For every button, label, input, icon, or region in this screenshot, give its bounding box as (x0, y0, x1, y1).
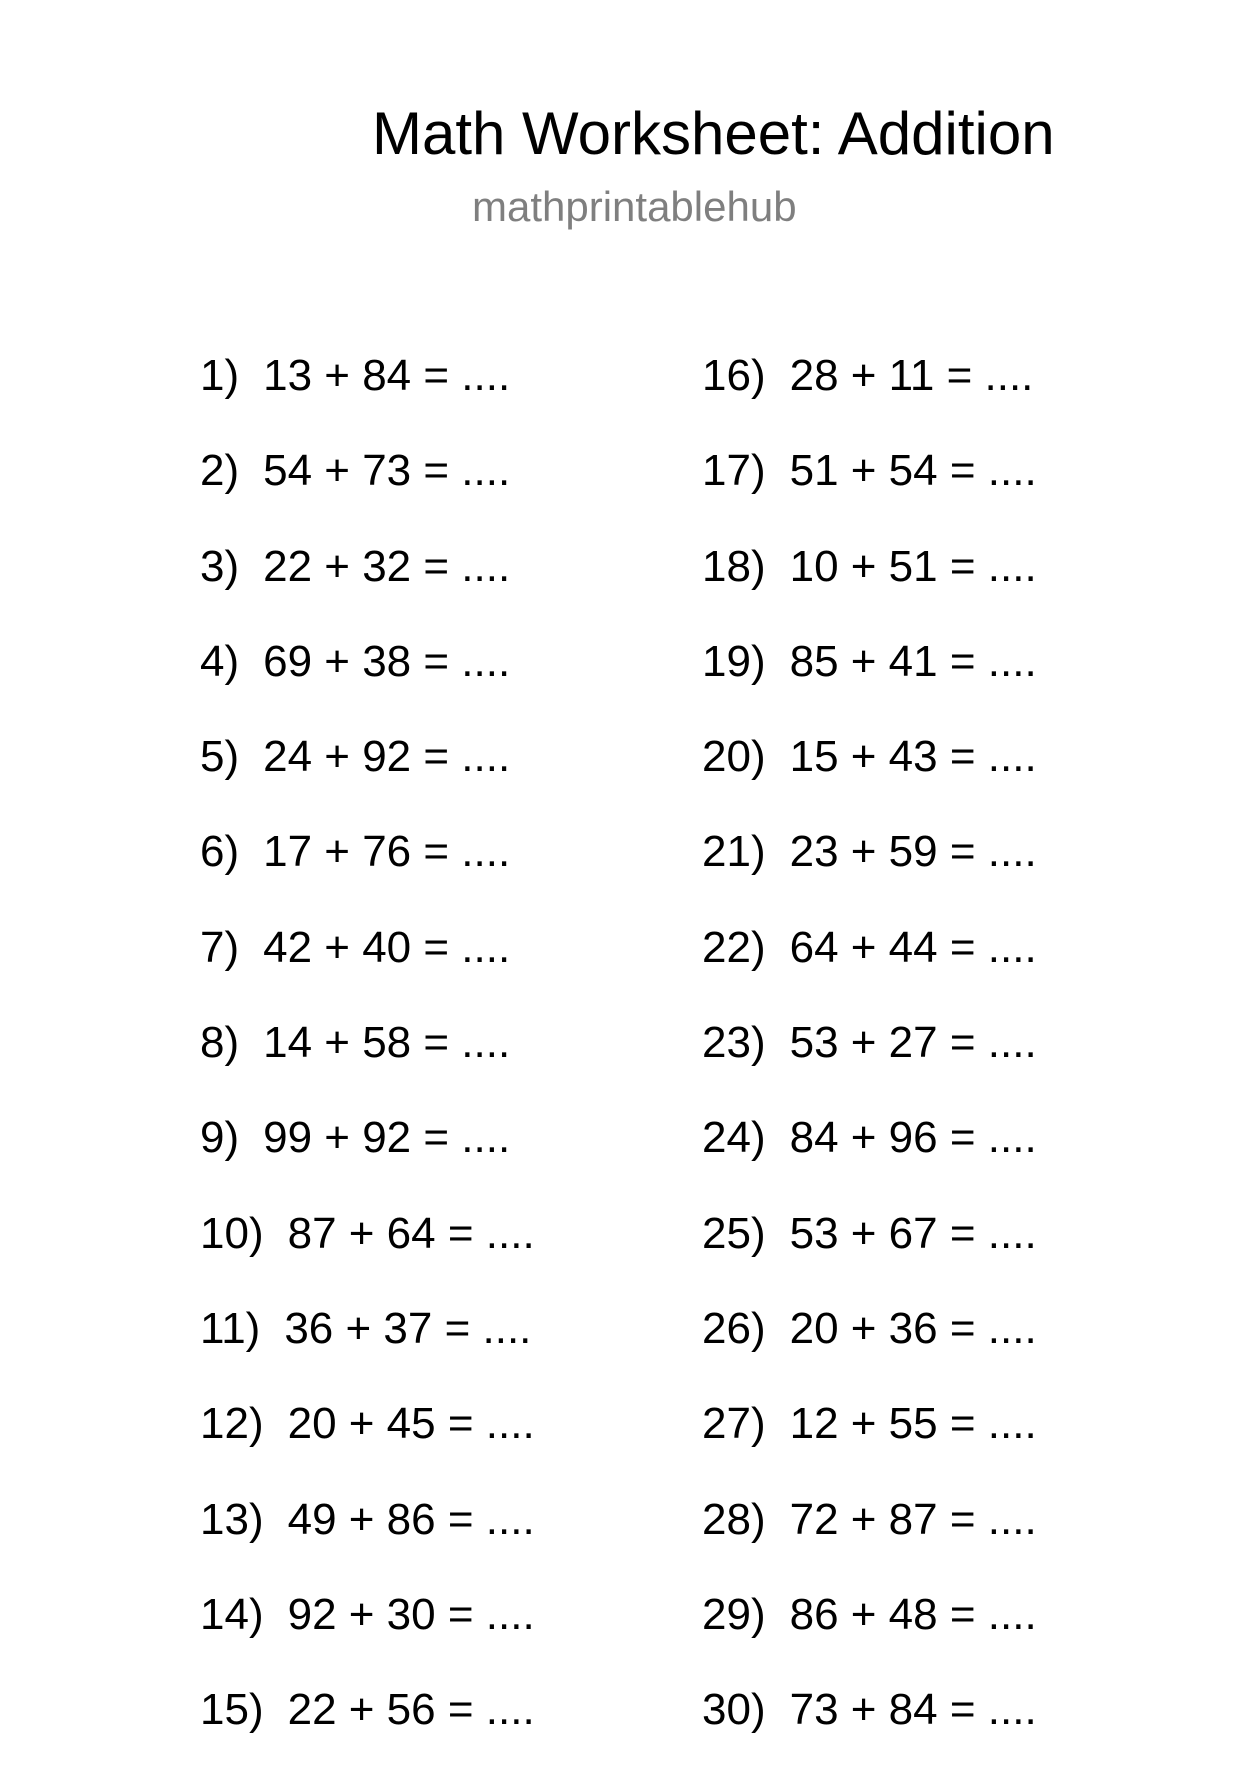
problem-expression: 10 + 51 = .... (789, 541, 1037, 591)
problem-expression: 20 + 36 = .... (789, 1303, 1037, 1353)
problem-expression: 14 + 58 = .... (263, 1018, 511, 1068)
problem-number: 22) (702, 922, 766, 972)
problem-expression: 22 + 56 = .... (287, 1685, 535, 1735)
problem-number: 12) (200, 1399, 264, 1449)
problem-number: 6) (200, 827, 240, 877)
problems-column-right (702, 344, 1222, 1773)
problem-number: 29) (702, 1589, 766, 1639)
problem-expression: 53 + 67 = .... (789, 1208, 1037, 1258)
problem-item (200, 1583, 720, 1678)
problem-number: 14) (200, 1589, 264, 1639)
problem-item (702, 344, 1222, 439)
problem-number: 27) (702, 1399, 766, 1449)
problem-item (200, 1297, 720, 1392)
problem-item (200, 1202, 720, 1297)
problem-expression: 85 + 41 = .... (789, 636, 1037, 686)
problem-number: 10) (200, 1208, 264, 1258)
problem-item (702, 1488, 1222, 1583)
problem-item (200, 1392, 720, 1487)
problem-item (200, 1011, 720, 1106)
problem-number: 23) (702, 1018, 766, 1068)
problem-number: 21) (702, 827, 766, 877)
problem-number: 15) (200, 1685, 264, 1735)
problem-number: 13) (200, 1494, 264, 1544)
problem-expression: 64 + 44 = .... (789, 922, 1037, 972)
problem-item (702, 1583, 1222, 1678)
problem-item (702, 630, 1222, 725)
problem-number: 18) (702, 541, 766, 591)
problem-expression: 22 + 32 = .... (263, 541, 511, 591)
problem-item (200, 439, 720, 534)
problem-number: 28) (702, 1494, 766, 1544)
problems-column-left (200, 344, 720, 1773)
problem-expression: 23 + 59 = .... (789, 827, 1037, 877)
problem-number: 3) (200, 541, 240, 591)
problem-number: 2) (200, 446, 240, 496)
problem-item (200, 725, 720, 820)
problem-expression: 28 + 11 = .... (789, 351, 1034, 400)
problem-number: 20) (702, 732, 766, 782)
problem-number: 11) (200, 1303, 261, 1353)
problem-item (702, 439, 1222, 534)
problem-item (702, 820, 1222, 915)
problem-expression: 36 + 37 = .... (284, 1303, 532, 1353)
problem-expression: 84 + 96 = .... (789, 1113, 1037, 1163)
problem-number: 8) (200, 1018, 240, 1068)
problem-item (200, 916, 720, 1011)
problem-expression: 17 + 76 = .... (263, 827, 511, 877)
problem-item (702, 1202, 1222, 1297)
problem-item (702, 1011, 1222, 1106)
page-subtitle: mathprintablehub (472, 183, 797, 230)
problem-item (702, 725, 1222, 820)
problem-expression: 54 + 73 = .... (263, 446, 511, 496)
problem-number: 1) (200, 351, 240, 400)
problem-item (200, 1678, 720, 1773)
problem-expression: 51 + 54 = .... (789, 446, 1037, 496)
problem-number: 30) (702, 1685, 766, 1735)
problem-number: 24) (702, 1113, 766, 1163)
problem-expression: 15 + 43 = .... (789, 732, 1037, 782)
problem-expression: 99 + 92 = .... (263, 1113, 511, 1163)
problem-expression: 87 + 64 = .... (287, 1208, 535, 1258)
problem-expression: 24 + 92 = .... (263, 732, 511, 782)
page-title: Math Worksheet: Addition (372, 100, 1055, 167)
problem-expression: 53 + 27 = .... (789, 1018, 1037, 1068)
problem-expression: 49 + 86 = .... (287, 1494, 535, 1544)
problem-item (702, 535, 1222, 630)
problem-item (200, 535, 720, 630)
problem-expression: 42 + 40 = .... (263, 922, 511, 972)
problem-item (200, 344, 720, 439)
problem-number: 17) (702, 446, 766, 496)
problem-expression: 12 + 55 = .... (789, 1399, 1037, 1449)
problem-expression: 73 + 84 = .... (789, 1685, 1037, 1735)
problem-number: 7) (200, 922, 240, 972)
problem-item (200, 820, 720, 915)
problem-item (200, 1106, 720, 1201)
problem-item (702, 916, 1222, 1011)
problem-expression: 72 + 87 = .... (789, 1494, 1037, 1544)
problem-number: 16) (702, 351, 766, 400)
problem-expression: 92 + 30 = .... (287, 1589, 535, 1639)
problem-item (200, 1488, 720, 1583)
problem-item (702, 1392, 1222, 1487)
problem-expression: 20 + 45 = .... (287, 1399, 535, 1449)
problem-expression: 69 + 38 = .... (263, 636, 511, 686)
problem-number: 5) (200, 732, 240, 782)
problem-item (200, 630, 720, 725)
problem-expression: 86 + 48 = .... (789, 1589, 1037, 1639)
problem-expression: 13 + 84 = .... (263, 351, 511, 400)
problem-item (702, 1678, 1222, 1773)
problem-number: 4) (200, 636, 240, 686)
problem-number: 25) (702, 1208, 766, 1258)
problem-item (702, 1297, 1222, 1392)
problem-number: 26) (702, 1303, 766, 1353)
problem-number: 19) (702, 636, 766, 686)
problem-number: 9) (200, 1113, 240, 1163)
problem-item (702, 1106, 1222, 1201)
